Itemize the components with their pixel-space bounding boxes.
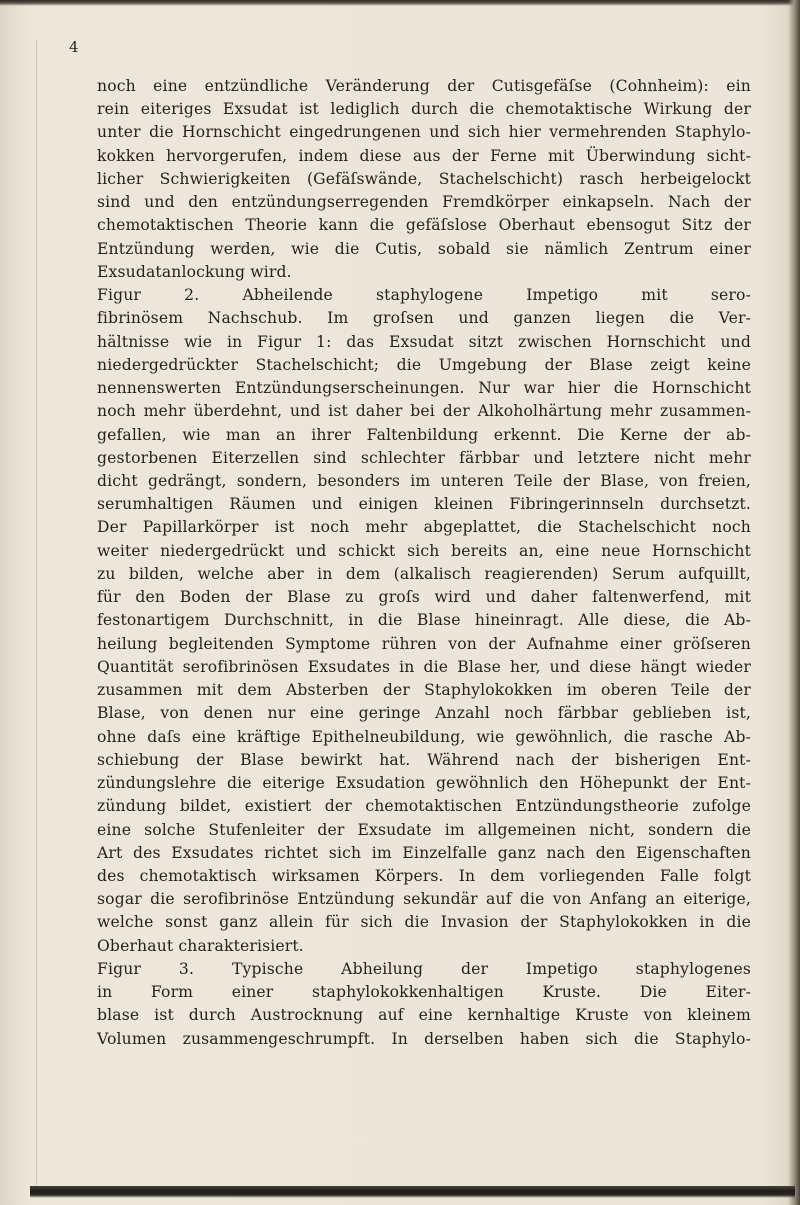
scan-top-edge: [0, 0, 800, 6]
text-line: hältnisse wie in Figur 1: das Exsudat sitzt zwischen Hornschicht und: [97, 332, 751, 351]
scan-bottom-edge: [30, 1186, 795, 1198]
text-line: zu bilden, welche aber in dem (alkalisch reagierenden) Serum aufquillt,: [97, 564, 751, 583]
binding-shadow: [36, 40, 37, 1185]
text-line: welche sonst ganz allein für sich die Invasion der Staphylokokken in die: [97, 913, 751, 932]
text-line: festonartigem Durchschnitt, in die Blase hineinragt. Alle diese, die Ab-: [97, 611, 751, 630]
text-line: Quantität serofibrinösen Exsudates in die Blase her, und diese hängt wieder: [97, 657, 751, 676]
body-text: [97, 75, 751, 1051]
text-line: kokken hervorgerufen, indem diese aus der Ferne mit Überwindung sicht-: [97, 146, 751, 165]
text-line: nennenswerten Entzündungserscheinungen. Nur war hier die Hornschicht: [97, 379, 751, 398]
text-line: schiebung der Blase bewirkt hat. Während nach der bisherigen Ent-: [97, 750, 751, 769]
page-number: 4: [69, 38, 79, 56]
text-line: gestorbenen Eiterzellen sind schlechter färbbar und letztere nicht mehr: [97, 448, 751, 467]
text-line: weiter niedergedrückt und schickt sich bereits an, eine neue Hornschicht: [97, 541, 751, 560]
text-line: unter die Hornschicht eingedrungenen und sich hier vermehrenden Staphylo-: [97, 123, 751, 142]
text-line: Blase, von denen nur eine geringe Anzahl noch färbbar geblieben ist,: [97, 704, 751, 723]
text-line: rein eiteriges Exsudat ist lediglich durch die chemotaktische Wirkung der: [97, 100, 751, 119]
text-line: Volumen zusammengeschrumpft. In derselben haben sich die Staphylo-: [97, 1029, 751, 1048]
text-line: niedergedrückter Stachelschicht; die Umgebung der Blase zeigt keine: [97, 355, 751, 374]
text-line: zündung bildet, existiert der chemotaktischen Entzündungstheorie zufolge: [97, 797, 751, 816]
text-line: heilung begleitenden Symptome rühren von der Aufnahme einer gröſseren: [97, 634, 751, 653]
text-line: licher Schwierigkeiten (Gefäſswände, Stachelschicht) rasch herbeigelockt: [97, 169, 751, 188]
text-line: dicht gedrängt, sondern, besonders im unteren Teile der Blase, von freien,: [97, 471, 751, 490]
text-line: in Form einer staphylokokkenhaltigen Kruste. Die Eiter-: [97, 983, 751, 1002]
text-line: serumhaltigen Räumen und einigen kleinen Fibringerinnseln durchsetzt.: [97, 495, 751, 514]
text-line: Exsudatanlockung wird.: [97, 262, 292, 281]
text-line: noch eine entzündliche Veränderung der Cutisgefäſse (Cohnheim): ein: [97, 77, 751, 95]
text-line: fibrinösem Nachschub. Im groſsen und ganzen liegen die Ver-: [97, 309, 751, 328]
text-line: Der Papillarkörper ist noch mehr abgeplattet, die Stachelschicht noch: [97, 518, 751, 537]
text-line: Oberhaut charakterisiert.: [97, 936, 304, 955]
text-line: sogar die serofibrinöse Entzündung sekundär auf die von Anfang an eiterige,: [97, 890, 751, 909]
text-line: Figur 2. Abheilende staphylogene Impetigo mit sero-: [97, 286, 751, 305]
text-line: ohne daſs eine kräftige Epithelneubildung, wie gewöhnlich, die rasche Ab-: [97, 727, 751, 746]
text-line: für den Boden der Blase zu groſs wird und daher faltenwerfend, mit: [97, 588, 751, 607]
text-line: zusammen mit dem Absterben der Staphylokokken im oberen Teile der: [97, 681, 751, 700]
text-line: blase ist durch Austrocknung auf eine kernhaltige Kruste von kleinem: [97, 1006, 751, 1025]
text-line: zündungslehre die eiterige Exsudation gewöhnlich den Höhepunkt der Ent-: [97, 774, 751, 793]
text-line: gefallen, wie man an ihrer Faltenbildung erkennt. Die Kerne der ab-: [97, 425, 751, 444]
text-line: Art des Exsudates richtet sich im Einzelfalle ganz nach den Eigenschaften: [97, 843, 751, 862]
text-line: eine solche Stufenleiter der Exsudate im allgemeinen nicht, sondern die: [97, 820, 751, 839]
text-line: Figur 3. Typische Abheilung der Impetigo staphylogenes: [97, 959, 751, 978]
text-line: sind und den entzündungserregenden Fremdkörper einkapseln. Nach der: [97, 193, 751, 212]
text-line: Entzündung werden, wie die Cutis, sobald sie nämlich Zentrum einer: [97, 239, 751, 258]
text-line: noch mehr überdehnt, und ist daher bei der Alkoholhärtung mehr zusammen-: [97, 402, 751, 421]
text-line: chemotaktischen Theorie kann die gefäſslose Oberhaut ebensogut Sitz der: [97, 216, 751, 235]
text-line: des chemotaktisch wirksamen Körpers. In dem vorliegenden Falle folgt: [97, 866, 751, 885]
scan-right-edge: [788, 0, 800, 1205]
